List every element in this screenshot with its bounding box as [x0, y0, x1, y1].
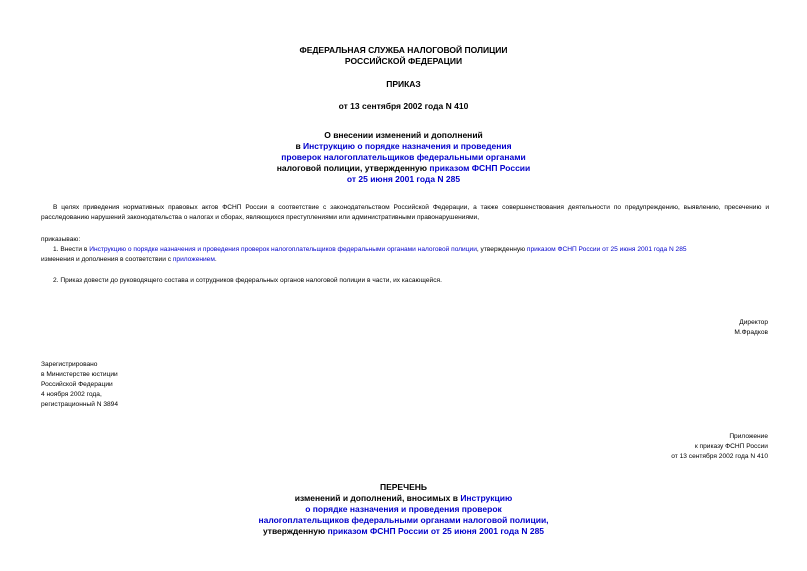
item1-order-link[interactable]: приказом ФСНП России от 25 июня 2001 года N 285	[526, 246, 687, 253]
item1-mid: , утвержденную	[476, 246, 527, 253]
list-title-line1: ПЕРЕЧЕНЬ	[379, 482, 427, 492]
agency-name-line2: РОССИЙСКОЙ ФЕДЕРАЦИИ	[344, 56, 463, 66]
preamble-paragraph: В целях приведения нормативных правовых актов ФСНП России в соответствие с законодательством Российской Федерации, а также совершенствования деятельности по предупреждению, выявлению, пресечению и расследованию нарушений законодательства о налогах и сборах, являющихся преступлениями или административными правонарушениями,	[41, 204, 769, 221]
list-title-line5-prefix: утвержденную	[262, 526, 328, 536]
document-type: ПРИКАЗ	[386, 79, 421, 89]
appendix-link[interactable]: приложением	[172, 256, 215, 263]
title-line2	[0, 141, 807, 152]
appendix-ref-line1: Приложение	[729, 433, 768, 440]
title-line3	[0, 152, 807, 163]
registration-line3: Российской Федерации	[41, 381, 113, 388]
item1-prefix: 1. Внести в	[53, 246, 90, 253]
title-line2-prefix: в	[295, 141, 304, 151]
registration-line2: в Министерстве юстиции	[41, 371, 118, 378]
item1-line2-prefix: изменения и дополнения в соответствии с	[41, 256, 173, 263]
item2-paragraph: 2. Приказ довести до руководящего состава и сотрудников федеральных органов налоговой полиции в части, их касающейся.	[53, 277, 442, 284]
instruction-link[interactable]: Инструкцию о порядке назначения и проведения	[303, 141, 512, 151]
list-instruction-link[interactable]: Инструкцию	[460, 493, 513, 503]
registration-line5: регистрационный N 3894	[41, 401, 119, 408]
document-date-number: от 13 сентября 2002 года N 410	[338, 101, 469, 111]
item1-instruction-link[interactable]: Инструкцию о порядке назначения и проведения проверок налогоплательщиков федеральными органами налоговой полиции	[89, 246, 477, 253]
signature-position: Директор	[739, 319, 768, 326]
item1-line2	[41, 255, 217, 265]
title-line4	[0, 163, 807, 174]
list-title-line5	[0, 526, 807, 537]
agency-name-line1: ФЕДЕРАЛЬНАЯ СЛУЖБА НАЛОГОВОЙ ПОЛИЦИИ	[299, 45, 508, 55]
list-title-line3	[0, 504, 807, 515]
list-title-line2	[0, 493, 807, 504]
registration-line4: 4 ноября 2002 года,	[41, 391, 102, 398]
item1-line1	[53, 245, 773, 255]
title-line4-prefix: налоговой полиции, утвержденную	[276, 163, 430, 173]
list-title-line2-prefix: изменений и дополнений, вносимых в	[294, 493, 461, 503]
list-order-link[interactable]: приказом ФСНП России от 25 июня 2001 года N 285	[327, 526, 545, 536]
order-word: приказываю:	[41, 236, 81, 243]
order-date-link[interactable]: от 25 июня 2001 года N 285	[346, 174, 461, 184]
registration-line1: Зарегистрировано	[41, 361, 98, 368]
order-link[interactable]: приказом ФСНП России	[429, 163, 531, 173]
signature-name: М.Фрадков	[734, 329, 768, 336]
appendix-ref-line2: к приказу ФСНП России	[694, 443, 768, 450]
list-instruction-link-cont2[interactable]: налогоплательщиков федеральными органами налоговой полиции,	[258, 515, 549, 525]
list-instruction-link-cont[interactable]: о порядке назначения и проведения проверок	[305, 504, 502, 514]
instruction-link-cont[interactable]: проверок налогоплательщиков федеральными органами	[281, 152, 526, 162]
item1-end: .	[214, 256, 217, 263]
appendix-ref-line3: от 13 сентября 2002 года N 410	[671, 453, 768, 460]
title-line1: О внесении изменений и дополнений	[324, 130, 483, 140]
list-title-line4	[0, 515, 807, 526]
title-line5	[0, 174, 807, 185]
